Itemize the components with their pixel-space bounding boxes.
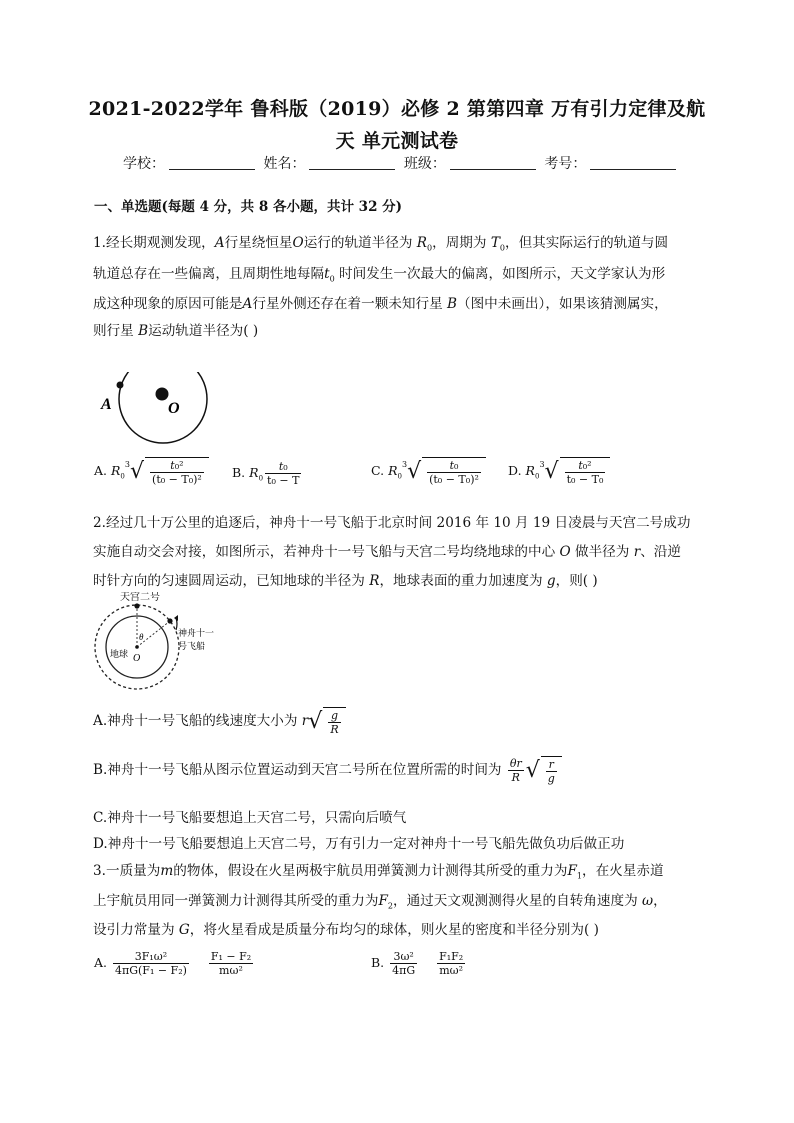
- q2-line1: 2.经过几十万公里的追逐后，神舟十一号飞船于北京时间 2016 年 10 月 19 日凌晨与天宫二号成功: [93, 515, 691, 531]
- q2-line3: 时针方向的匀速圆周运动，已知地球的半径为 R，地球表面的重力加速度为 g，则( ): [93, 573, 598, 589]
- q3-line2: 上宇航员用同一弹簧测力计测得其所受的重力为$F_2$，通过天文观测测得火星的自转角速度为 ω，: [93, 893, 667, 911]
- q2-option-d[interactable]: D.神舟十一号飞船要想追上天宫二号，万有引力一定对神舟十一号飞船先做负功后做正功: [93, 836, 625, 852]
- name-blank[interactable]: [309, 155, 395, 170]
- q3-line1: 3.一质量为m的物体，假设在火星两极宇航员用弹簧测力计测得其所受的重力为$F_1$，在火星赤道: [93, 863, 664, 881]
- q2-option-b[interactable]: B.神舟十一号飞船从图示位置运动到天宫二号所在位置所需的时间为 $\frac{\theta r}{R}$ √ $\frac{r}{g}$: [93, 756, 562, 785]
- q3-option-b[interactable]: B. $\frac{\text{3ω²}}{4\pi G}$ $\frac{\text{F₁F₂}}{\text{mω²}}$: [371, 950, 464, 977]
- class-blank[interactable]: [450, 155, 536, 170]
- student-info-row: [123, 153, 680, 173]
- name-label: 姓名：: [263, 156, 306, 172]
- svg-text:地球: 地球: [110, 650, 129, 660]
- q2-line2: 实施自动交会对接，如图所示，若神舟十一号飞船与天宫二号均绕地球的中心 O 做半径为 r、沿逆: [93, 544, 681, 560]
- svg-text:天宫二号: 天宫二号: [120, 592, 160, 603]
- fig-label-O: O: [168, 400, 180, 417]
- svg-text:O: O: [133, 653, 141, 664]
- q2-orbit-figure: [92, 592, 242, 692]
- fig-label-A: A: [101, 396, 112, 413]
- school-label: 学校：: [123, 156, 165, 172]
- q3-option-a[interactable]: A. $\frac{\text{3F₁ω²}}{\text{4πG(F₁ − F₂)}}$ $\frac{\text{F₁ − F₂}}{\text{mω²}}$: [94, 950, 252, 977]
- star-O-dot: [156, 388, 169, 401]
- q1-line1: 1.经长期观测发现，A行星绕恒星O运行的轨道半径为 $R_0$，周期为 $T_0$，但其实际运行的轨道与圆: [93, 235, 669, 253]
- exam-number-blank[interactable]: [590, 155, 676, 170]
- shenzhou-dot: [167, 618, 172, 623]
- q1-option-c[interactable]: C. $R_0^3√$ $\frac{\text{t₀}}{\text{(t₀ − T₀)²}}$: [371, 457, 486, 486]
- exam-title-line1: 2021-2022学年 鲁科版（2019）必修 2 第第四章 万有引力定律及航: [88, 98, 706, 120]
- q1-option-d[interactable]: D. $R_0^3√$ $\frac{\text{t₀²}}{\text{t₀ − T₀}}$: [508, 457, 610, 486]
- planet-A-dot: [117, 382, 124, 389]
- orbit-circle: [119, 372, 207, 443]
- q1-line3: 成这种现象的原因可能是A行星外侧还存在着一颗未知行星 B（图中未画出），如果该猜测属实，: [93, 296, 668, 312]
- q2-option-a[interactable]: A.神舟十一号飞船的线速度大小为 r√ $\frac{g}{R}$: [93, 707, 346, 736]
- q3-line3: 设引力常量为 G，将火星看成是质量分布均匀的球体，则火星的密度和半径分别为( ): [93, 922, 599, 938]
- q1-option-a[interactable]: A. $R_0^3√$ $\frac{\text{t₀²}}{\text{(t₀ − T₀)²}}$: [94, 457, 209, 486]
- class-label: 班级：: [403, 156, 446, 172]
- q1-line4: 则行星 B运动轨道半径为( ): [93, 323, 259, 339]
- q1-option-b[interactable]: B. $R_0$ $\frac{\text{t₀}}{\text{t₀ − T}}$: [232, 460, 300, 487]
- q1-orbit-figure: [96, 372, 216, 444]
- q1-line2: 轨道总存在一些偏离，且周期性地每隔$t_0$ 时间发生一次最大的偏离，如图所示，天文学家认为形: [93, 266, 666, 284]
- section-title: 一、单选题(每题 4 分，共 8 各小题，共计 32 分): [94, 199, 403, 215]
- school-blank[interactable]: [169, 155, 255, 170]
- tiangong-dot: [134, 603, 139, 608]
- svg-text:θ: θ: [139, 632, 144, 642]
- exam-number-label: 考号：: [544, 156, 587, 172]
- exam-title-line2: 天 单元测试卷: [335, 130, 459, 152]
- svg-text:神舟十一: 神舟十一: [178, 629, 215, 639]
- svg-text:号飞船: 号飞船: [178, 642, 206, 652]
- q2-option-c[interactable]: C.神舟十一号飞船要想追上天宫二号，只需向后喷气: [93, 810, 407, 826]
